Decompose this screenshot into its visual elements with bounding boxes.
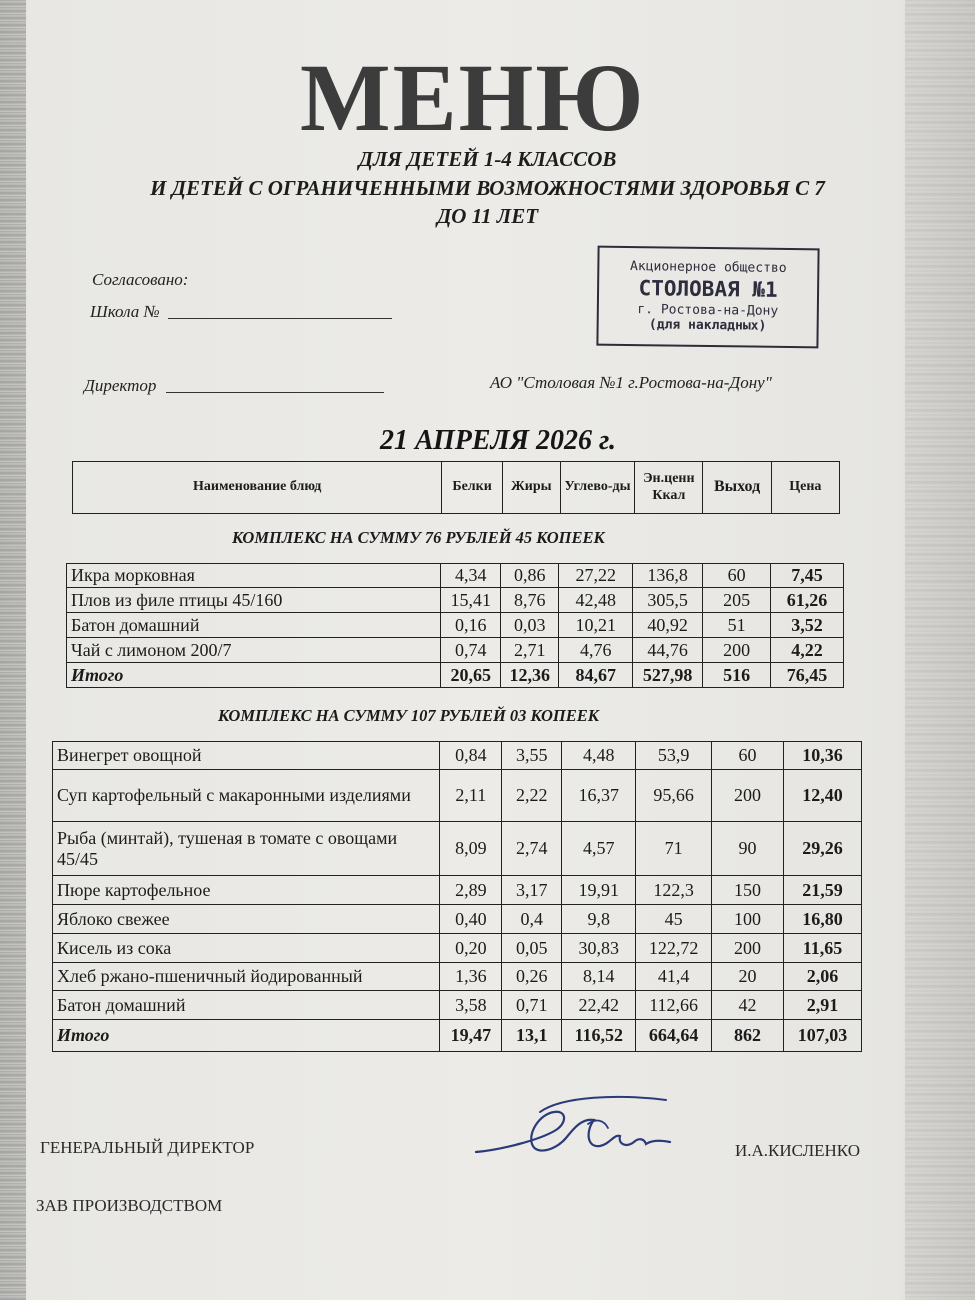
carbs-value: 9,8	[562, 905, 636, 934]
dish-name: Пюре картофельное	[53, 876, 440, 905]
price-value: 2,06	[784, 963, 862, 991]
yield-value: 100	[712, 905, 784, 934]
carbs-value: 4,48	[562, 742, 636, 770]
fat-value: 0,03	[501, 613, 559, 638]
school-line	[168, 318, 392, 319]
production-head-label: ЗАВ ПРОИЗВОДСТВОМ	[36, 1196, 223, 1215]
signature	[470, 1090, 680, 1170]
table-row	[53, 822, 862, 876]
dish-name: Батон домашний	[67, 613, 441, 638]
protein-value: 0,16	[441, 613, 501, 638]
company-stamp	[596, 246, 819, 349]
price-value: 2,91	[784, 991, 862, 1020]
total-row	[67, 663, 844, 688]
complex-1-title: КОМПЛЕКС НА СУММУ 76 РУБЛЕЙ 45 КОПЕЕК	[232, 528, 605, 547]
price-value: 11,65	[784, 934, 862, 963]
dish-name: Хлеб ржано-пшеничный йодированный	[53, 963, 440, 991]
total-price: 76,45	[771, 663, 844, 688]
table-row	[67, 588, 844, 613]
fat-value: 0,86	[501, 564, 559, 588]
energy-value: 305,5	[633, 588, 703, 613]
price-value: 21,59	[784, 876, 862, 905]
general-director-label: ГЕНЕРАЛЬНЫЙ ДИРЕКТОР	[40, 1138, 255, 1157]
table-row	[67, 564, 844, 588]
dish-name: Чай с лимоном 200/7	[67, 638, 441, 663]
price-value: 4,22	[771, 638, 844, 663]
protein-value: 0,74	[441, 638, 501, 663]
table-row	[67, 613, 844, 638]
total-yield: 862	[712, 1020, 784, 1052]
carbs-value: 27,22	[559, 564, 633, 588]
header-row	[73, 462, 840, 514]
fat-value: 8,76	[501, 588, 559, 613]
total-energy: 527,98	[633, 663, 703, 688]
yield-value: 205	[703, 588, 771, 613]
protein-value: 15,41	[441, 588, 501, 613]
general-director-name: И.А.КИСЛЕНКО	[735, 1141, 860, 1160]
protein-value: 0,40	[440, 905, 502, 934]
total-label: Итого	[67, 663, 441, 688]
stamp-line-2: СТОЛОВАЯ №1	[638, 275, 778, 302]
energy-value: 112,66	[636, 991, 712, 1020]
dish-name: Яблоко свежее	[53, 905, 440, 934]
subtitle-line-1: ДЛЯ ДЕТЕЙ 1-4 КЛАССОВ	[358, 147, 617, 171]
total-price: 107,03	[784, 1020, 862, 1052]
yield-value: 20	[712, 963, 784, 991]
complex-2-title: КОМПЛЕКС НА СУММУ 107 РУБЛЕЙ 03 КОПЕЕК	[218, 706, 599, 725]
header-protein: Белки	[442, 462, 502, 514]
dish-name: Винегрет овощной	[53, 742, 440, 770]
protein-value: 0,84	[440, 742, 502, 770]
energy-value: 122,3	[636, 876, 712, 905]
yield-value: 200	[712, 770, 784, 822]
protein-value: 3,58	[440, 991, 502, 1020]
table-row	[53, 770, 862, 822]
director-signature-line	[166, 392, 384, 393]
total-carbs: 84,67	[559, 663, 633, 688]
price-value: 10,36	[784, 742, 862, 770]
table-row	[67, 638, 844, 663]
fat-value: 2,71	[501, 638, 559, 663]
fat-value: 0,71	[502, 991, 562, 1020]
protein-value: 0,20	[440, 934, 502, 963]
protein-value: 8,09	[440, 822, 502, 876]
table-row	[53, 991, 862, 1020]
energy-value: 41,4	[636, 963, 712, 991]
stamp-line-3: г. Ростова-на-Дону	[637, 301, 779, 319]
table-row	[53, 905, 862, 934]
energy-value: 45	[636, 905, 712, 934]
protein-value: 2,11	[440, 770, 502, 822]
fat-value: 0,4	[502, 905, 562, 934]
energy-value: 122,72	[636, 934, 712, 963]
price-value: 16,80	[784, 905, 862, 934]
dish-name: Батон домашний	[53, 991, 440, 1020]
header-yield: Выход	[703, 462, 771, 514]
dish-name: Плов из филе птицы 45/160	[67, 588, 441, 613]
carbs-value: 4,57	[562, 822, 636, 876]
fat-value: 3,17	[502, 876, 562, 905]
yield-value: 60	[703, 564, 771, 588]
price-value: 29,26	[784, 822, 862, 876]
yield-value: 150	[712, 876, 784, 905]
complex-1-table	[66, 563, 844, 688]
dish-name: Рыба (минтай), тушеная в томате с овощами 45/45	[53, 822, 440, 876]
total-row	[53, 1020, 862, 1052]
header-name: Наименование блюд	[73, 462, 442, 514]
energy-value: 44,76	[633, 638, 703, 663]
fat-value: 0,26	[502, 963, 562, 991]
subtitle-line-3: ДО 11 ЛЕТ	[436, 204, 539, 228]
energy-value: 71	[636, 822, 712, 876]
total-protein: 19,47	[440, 1020, 502, 1052]
carbs-value: 19,91	[562, 876, 636, 905]
fat-value: 2,22	[502, 770, 562, 822]
total-yield: 516	[703, 663, 771, 688]
fat-value: 3,55	[502, 742, 562, 770]
price-value: 3,52	[771, 613, 844, 638]
total-energy: 664,64	[636, 1020, 712, 1052]
carbs-value: 42,48	[559, 588, 633, 613]
energy-value: 136,8	[633, 564, 703, 588]
yield-value: 60	[712, 742, 784, 770]
total-carbs: 116,52	[562, 1020, 636, 1052]
energy-value: 53,9	[636, 742, 712, 770]
director-label: Директор	[84, 376, 157, 395]
stamp-line-4: (для накладных)	[648, 317, 767, 335]
company-name: АО "Столовая №1 г.Ростова-на-Дону"	[490, 373, 772, 392]
price-value: 61,26	[771, 588, 844, 613]
yield-value: 200	[703, 638, 771, 663]
yield-value: 200	[712, 934, 784, 963]
energy-value: 95,66	[636, 770, 712, 822]
table-row	[53, 876, 862, 905]
carbs-value: 8,14	[562, 963, 636, 991]
carbs-value: 10,21	[559, 613, 633, 638]
header-fat: Жиры	[502, 462, 560, 514]
carbs-value: 16,37	[562, 770, 636, 822]
energy-value: 40,92	[633, 613, 703, 638]
table-row	[53, 934, 862, 963]
header-price: Цена	[771, 462, 839, 514]
protein-value: 2,89	[440, 876, 502, 905]
stamp-line-1: Акционерное общество	[629, 259, 787, 276]
total-protein: 20,65	[441, 663, 501, 688]
dish-name: Суп картофельный с макаронными изделиями	[53, 770, 440, 822]
price-value: 12,40	[784, 770, 862, 822]
header-table	[72, 461, 840, 514]
complex-2-table	[52, 741, 862, 1052]
yield-value: 90	[712, 822, 784, 876]
total-fat: 12,36	[501, 663, 559, 688]
fat-value: 2,74	[502, 822, 562, 876]
table-row	[53, 742, 862, 770]
menu-date: 21 АПРЕЛЯ 2026 г.	[380, 425, 617, 456]
table-row	[53, 963, 862, 991]
total-fat: 13,1	[502, 1020, 562, 1052]
yield-value: 42	[712, 991, 784, 1020]
fat-value: 0,05	[502, 934, 562, 963]
total-label: Итого	[53, 1020, 440, 1052]
school-label: Школа №	[90, 302, 160, 321]
dish-name: Икра морковная	[67, 564, 441, 588]
menu-title: МЕНЮ	[300, 44, 646, 151]
header-energy: Эн.ценн Ккал	[635, 462, 703, 514]
carbs-value: 30,83	[562, 934, 636, 963]
price-value: 7,45	[771, 564, 844, 588]
header-carbs: Углево-ды	[560, 462, 634, 514]
subtitle-line-2: И ДЕТЕЙ С ОГРАНИЧЕННЫМИ ВОЗМОЖНОСТЯМИ ЗДОРОВЬЯ С 7	[150, 176, 825, 200]
carbs-value: 22,42	[562, 991, 636, 1020]
yield-value: 51	[703, 613, 771, 638]
dish-name: Кисель из сока	[53, 934, 440, 963]
agreed-label: Согласовано:	[92, 270, 189, 289]
protein-value: 4,34	[441, 564, 501, 588]
carbs-value: 4,76	[559, 638, 633, 663]
protein-value: 1,36	[440, 963, 502, 991]
